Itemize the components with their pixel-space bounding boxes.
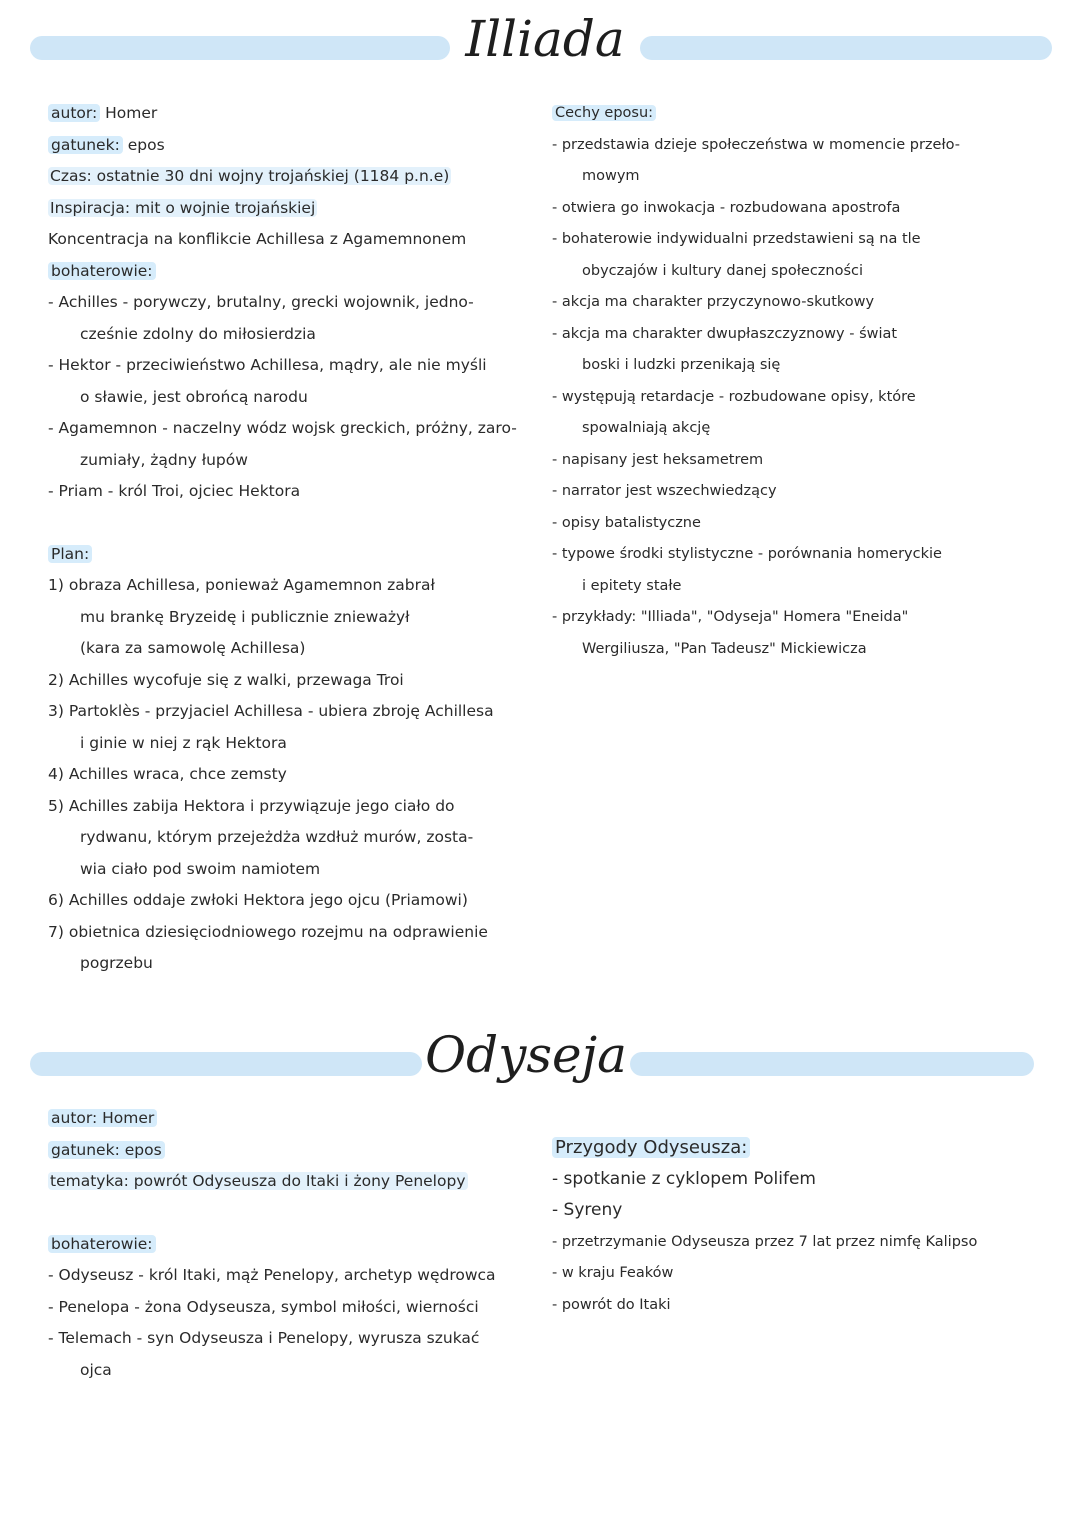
- odyseja-right-column: [552, 1132, 1052, 1321]
- spacer: [48, 1198, 548, 1229]
- plan-line: mu brankę Bryzeidę i publicznie znieważył: [80, 607, 410, 626]
- iliada-bohater-line: - Agamemnon - naczelny wódz wojsk greckich, próżny, zaro-: [48, 419, 517, 437]
- iliada-right-column: [552, 98, 1052, 665]
- iliada-bohater-line: cześnie zdolny do miłosierdzia: [80, 324, 316, 343]
- przygody-label: [552, 1132, 1052, 1164]
- odyseja-left-column: [48, 1103, 548, 1386]
- cechy-label: [552, 98, 1052, 130]
- iliada-bohater-line: o sławie, jest obrońcą narodu: [80, 387, 308, 406]
- plan-line: (kara za samowolę Achillesa): [80, 639, 306, 657]
- iliada-bohater-line: - Achilles - porywczy, brutalny, grecki wojownik, jedno-: [48, 293, 474, 311]
- cechy-line: - akcja ma charakter przyczynowo-skutkowy: [552, 294, 875, 310]
- przygody-label-text: Przygody Odyseusza:: [552, 1137, 750, 1158]
- plan-line: 4) Achilles wraca, chce zemsty: [48, 765, 287, 783]
- odyseja-bohaterowie-label: [48, 1229, 548, 1261]
- przygody-line: - powrót do Itaki: [552, 1296, 671, 1313]
- iliada-title: Illiada: [465, 10, 625, 68]
- cechy-line: boski i ludzki przenikają się: [582, 357, 781, 373]
- gatunek-label: gatunek:: [48, 136, 123, 154]
- odyseja-autor-text: autor: Homer: [48, 1109, 157, 1127]
- iliada-left-column: [48, 98, 548, 980]
- odyseja-bohater-line: - Telemach - syn Odyseusza i Penelopy, wyrusza szukać: [48, 1329, 480, 1347]
- cechy-line: spowalniają akcję: [582, 420, 711, 436]
- cechy-line: - przykłady: "Illiada", "Odyseja" Homera "Eneida": [552, 609, 909, 625]
- cechy-line: - przedstawia dzieje społeczeństwa w momencie przeło-: [552, 136, 960, 153]
- autor-value: Homer: [105, 104, 158, 122]
- przygody-line: - w kraju Feaków: [552, 1265, 674, 1281]
- odyseja-bohater-line: - Odyseusz - król Itaki, mąż Penelopy, archetyp wędrowca: [48, 1266, 496, 1284]
- odyseja-title: Odyseja: [425, 1026, 627, 1084]
- cechy-line: - akcja ma charakter dwupłaszczyznowy - świat: [552, 325, 898, 342]
- plan-line: i ginie w niej z rąk Hektora: [80, 733, 287, 752]
- koncentracja-text: Koncentracja na konflikcie Achillesa z Agamemnonem: [48, 230, 467, 248]
- cechy-line: - bohaterowie indywidualni przedstawieni są na tle: [552, 231, 921, 247]
- gatunek-value: epos: [127, 135, 165, 154]
- cechy-line: - występują retardacje - rozbudowane opisy, które: [552, 388, 916, 405]
- odyseja-gatunek-text: gatunek: epos: [48, 1141, 165, 1159]
- autor-label: autor:: [48, 104, 100, 122]
- iliada-bohater-line: - Priam - król Troi, ojciec Hektora: [48, 482, 301, 500]
- plan-line: pogrzebu: [80, 954, 153, 972]
- cechy-label-text: Cechy eposu:: [552, 105, 656, 121]
- iliada-plan-label: [48, 539, 548, 571]
- odyseja-autor: [48, 1103, 548, 1135]
- cechy-line: - opisy batalistyczne: [552, 514, 701, 531]
- iliada-bohater-line: - Hektor - przeciwieństwo Achillesa, mądry, ale nie myśli: [48, 356, 487, 374]
- odyseja-bohater-line: ojca: [80, 1360, 112, 1379]
- iliada-band-left: [30, 36, 450, 60]
- cechy-line: - napisany jest heksametrem: [552, 451, 764, 468]
- bohaterowie-label-text: bohaterowie:: [48, 262, 156, 280]
- cechy-line: - otwiera go inwokacja - rozbudowana apostrofa: [552, 199, 901, 216]
- spacer: [48, 508, 548, 539]
- plan-label-text: Plan:: [48, 545, 92, 563]
- odyseja-band-right: [630, 1052, 1034, 1076]
- przygody-line: - przetrzymanie Odyseusza przez 7 lat przez nimfę Kalipso: [552, 1233, 978, 1250]
- plan-line: 6) Achilles oddaje zwłoki Hektora jego ojcu (Priamowi): [48, 891, 468, 909]
- cechy-line: - narrator jest wszechwiedzący: [552, 483, 777, 499]
- plan-line: wia ciało pod swoim namiotem: [80, 859, 321, 878]
- iliada-band-right: [640, 36, 1052, 60]
- cechy-line: obyczajów i kultury danej społeczności: [582, 262, 864, 279]
- plan-line: 1) obraza Achillesa, ponieważ Agamemnon zabrał: [48, 576, 435, 594]
- odyseja-tematyka-text: tematyka: powrót Odyseusza do Itaki i żony Penelopy: [50, 1172, 466, 1190]
- iliada-bohaterowie-label: [48, 256, 548, 288]
- przygody-line: - Syreny: [552, 1200, 623, 1220]
- iliada-czas: [48, 161, 548, 193]
- czas-text: Czas: ostatnie 30 dni wojny trojańskiej (1184 p.n.e): [50, 167, 450, 185]
- odyseja-gatunek: [48, 1135, 548, 1167]
- przygody-line: - spotkanie z cyklopem Polifem: [552, 1168, 816, 1189]
- cechy-line: mowym: [582, 168, 640, 184]
- plan-line: 2) Achilles wycofuje się z walki, przewaga Troi: [48, 670, 404, 689]
- plan-line: 7) obietnica dziesięciodniowego rozejmu na odprawienie: [48, 922, 488, 941]
- odyseja-bohater-line: - Penelopa - żona Odyseusza, symbol miłości, wierności: [48, 1297, 479, 1316]
- inspiracja-text: Inspiracja: mit o wojnie trojańskiej: [50, 198, 316, 217]
- iliada-gatunek: [48, 130, 548, 162]
- plan-line: rydwanu, którym przejeżdża wzdłuż murów, zosta-: [80, 828, 474, 846]
- odyseja-tematyka: [48, 1166, 548, 1198]
- iliada-bohater-line: zumiały, żądny łupów: [80, 450, 248, 469]
- odyseja-band-left: [30, 1052, 422, 1076]
- cechy-line: - typowe środki stylistyczne - porównania homeryckie: [552, 546, 942, 562]
- iliada-inspiracja: [48, 193, 548, 225]
- odyseja-bohaterowie-label-text: bohaterowie:: [48, 1235, 156, 1253]
- cechy-line: Wergiliusza, "Pan Tadeusz" Mickiewicza: [582, 640, 867, 657]
- cechy-line: i epitety stałe: [582, 577, 682, 594]
- iliada-koncentracja: [48, 224, 548, 256]
- iliada-autor: [48, 98, 548, 130]
- plan-line: 5) Achilles zabija Hektora i przywiązuje jego ciało do: [48, 796, 455, 815]
- plan-line: 3) Partoklès - przyjaciel Achillesa - ubiera zbroję Achillesa: [48, 702, 494, 720]
